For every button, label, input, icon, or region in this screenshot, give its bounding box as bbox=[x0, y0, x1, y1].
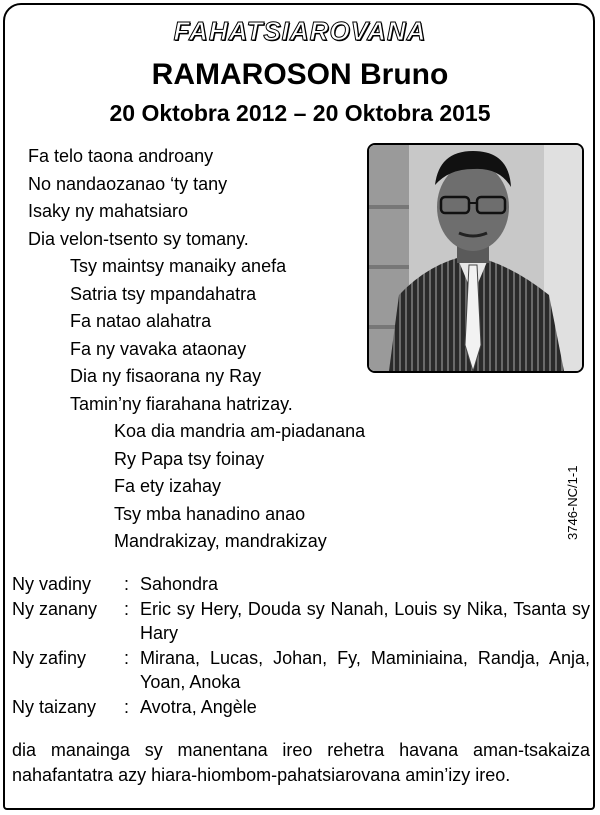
notice-title: FAHATSIAROVANA bbox=[173, 16, 427, 46]
family-row bbox=[12, 695, 590, 720]
reference-code: 3746-NC/1-1 bbox=[565, 465, 580, 540]
family-value: Sahondra bbox=[140, 574, 219, 594]
family-label: Ny zafiny bbox=[12, 647, 87, 668]
family-colon: : bbox=[124, 647, 130, 668]
poem bbox=[28, 143, 365, 556]
family-list bbox=[12, 572, 590, 719]
family-label: Ny vadiny bbox=[12, 574, 92, 594]
deceased-name: RAMAROSON Bruno bbox=[151, 58, 449, 91]
family-value: Avotra, Angèle bbox=[140, 696, 257, 717]
memorial-dates: 20 Oktobra 2012 – 20 Oktobra 2015 bbox=[109, 100, 491, 126]
poem-line: Fa telo taona androany bbox=[28, 146, 214, 166]
family-colon: : bbox=[124, 574, 130, 594]
family-value: Mirana, Lucas, Johan, Fy, Maminiaina, Randja, Anja, Yoan, Anoka bbox=[140, 647, 590, 692]
poem-line: Isaky ny mahatsiaro bbox=[28, 201, 189, 221]
poem-line: Koa dia mandria am-piadanana bbox=[114, 421, 366, 441]
family-label: Ny taizany bbox=[12, 696, 97, 717]
poem-line: Fa ety izahay bbox=[114, 476, 222, 496]
portrait-photo bbox=[367, 143, 584, 373]
poem-line: No nandaozanao ‘ty tany bbox=[28, 173, 228, 194]
family-colon: : bbox=[124, 696, 130, 717]
poem-line: Tsy maintsy manaiky anefa bbox=[70, 256, 287, 276]
family-label: Ny zanany bbox=[12, 598, 98, 619]
family-value: Eric sy Hery, Douda sy Nanah, Louis sy Nika, Tsanta sy Hary bbox=[140, 598, 590, 643]
poem-line: Dia ny fisaorana ny Ray bbox=[70, 366, 262, 386]
closing-message: dia manainga sy manentana ireo rehetra havana aman-tsakaiza nahafantatra azy hiara-hiombom-pahatsiarovana amin’izy ireo. bbox=[12, 740, 590, 785]
poem-line: Dia velon-tsento sy tomany. bbox=[28, 228, 249, 249]
poem-line: Satria tsy mpandahatra bbox=[70, 283, 257, 304]
family-colon: : bbox=[124, 598, 130, 619]
poem-line: Tamin’ny fiarahana hatrizay. bbox=[70, 393, 293, 414]
poem-line: Tsy mba hanadino anao bbox=[114, 503, 306, 524]
poem-line: Fa ny vavaka ataonay bbox=[70, 338, 247, 359]
family-row bbox=[12, 572, 590, 597]
poem-line: Ry Papa tsy foinay bbox=[114, 448, 265, 469]
poem-line: Mandrakizay, mandrakizay bbox=[114, 531, 327, 551]
family-row bbox=[12, 597, 590, 646]
poem-line: Fa natao alahatra bbox=[70, 311, 212, 331]
family-row bbox=[12, 646, 590, 695]
